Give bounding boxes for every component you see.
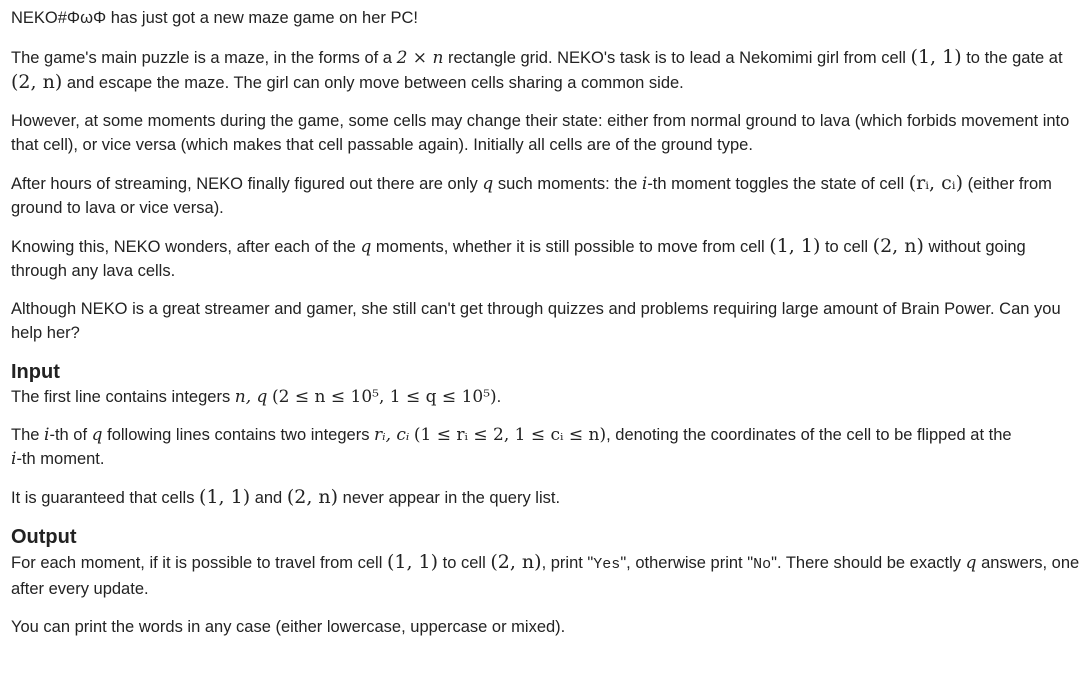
text: ". There should be exactly [771,554,966,572]
text: rectangle grid. NEKO's task is to lead a Nekomimi girl from cell [443,49,911,67]
input-guarantee [11,485,1081,510]
q-math: q [482,174,494,194]
start-cell-math: (1, 1) [769,235,821,257]
start-cell-math: (1, 1) [910,46,962,68]
text: Knowing this, NEKO wonders, after each of the [11,238,361,256]
text: and escape the maze. The girl can only move between cells sharing a common side. [62,74,684,92]
start-cell-math: (1, 1) [199,486,251,508]
output-case-note: You can print the words in any case (either lowercase, uppercase or mixed). [11,618,566,636]
q-math: q [91,425,103,445]
text: to cell [438,554,491,572]
text: , denoting the coordinates of the cell to be flipped at the [606,426,1012,444]
query-line-1 [11,423,1082,447]
text: moments, whether it is still possible to move from cell [371,238,770,256]
gate-cell-math: (2, n) [872,235,924,257]
constraint-math: (2 ≤ n ≤ 10⁵, 1 ≤ q ≤ 10⁵) [272,387,497,407]
question-description [11,234,1081,283]
text: It is guaranteed that cells [11,489,200,507]
text: ", otherwise print " [620,554,754,572]
output-heading: Output [11,526,77,548]
grid-size-math: 2 × n [396,48,444,68]
text: The [11,426,45,444]
cell-state-description: However, at some moments during the game, some cells may change their state: either from normal ground to lava (which forbids movement into that cell), or vice versa (which makes that cell passable again). Initially all cells are of the ground type. [11,112,1070,154]
query-constraint-math: (1 ≤ rᵢ ≤ 2, 1 ≤ cᵢ ≤ n) [413,425,607,445]
input-first-line [11,385,1081,409]
text: For each moment, if it is possible to travel from cell [11,554,387,572]
help-request: Although NEKO is a great streamer and gamer, she still can't get through quizzes and problems requiring large amount of Brain Power. Can you help her? [11,300,1061,342]
q-math: q [360,237,372,257]
maze-description [11,45,1081,95]
gate-cell-math: (2, n) [11,71,63,93]
text: answers, one after every update. [11,554,1080,598]
text: and [250,489,287,507]
gate-cell-math: (2, n) [490,551,542,573]
moments-description [11,171,1081,220]
no-code: No [753,556,772,573]
q-math: q [965,553,977,573]
text: After hours of streaming, NEKO finally figured out there are only [11,175,483,193]
text: without going through any lava cells. [11,238,1026,280]
text: The game's main puzzle is a maze, in the forms of a [11,49,397,67]
text: -th moment toggles the state of cell [647,175,909,193]
i-math: i [44,425,50,445]
i-math: i [641,174,648,194]
output-description [11,550,1081,601]
toggled-cell-math: (rᵢ, cᵢ) [908,172,963,194]
r-c-math: rᵢ, cᵢ [374,425,410,445]
input-heading: Input [11,361,60,383]
i-math: i [11,449,17,469]
text: to the gate at [961,49,1063,67]
text: -th moment. [16,450,105,468]
gate-cell-math: (2, n) [286,486,339,508]
text: to cell [820,238,873,256]
text: , print " [541,554,594,572]
n-q-math: n, q [234,387,268,407]
text: such moments: the [493,175,642,193]
start-cell-math: (1, 1) [386,551,439,573]
yes-code: Yes [593,556,621,573]
text: never appear in the query list. [338,489,561,507]
text: -th of [49,426,92,444]
text: following lines contains two integers [102,426,375,444]
text: (either from ground to lava or vice versa). [11,175,1052,217]
text: The first line contains integers [11,388,235,406]
intro-line: NEKO#ΦωΦ has just got a new maze game on her PC! [11,9,418,27]
input-query-lines [11,423,1081,471]
text: . [496,388,502,406]
